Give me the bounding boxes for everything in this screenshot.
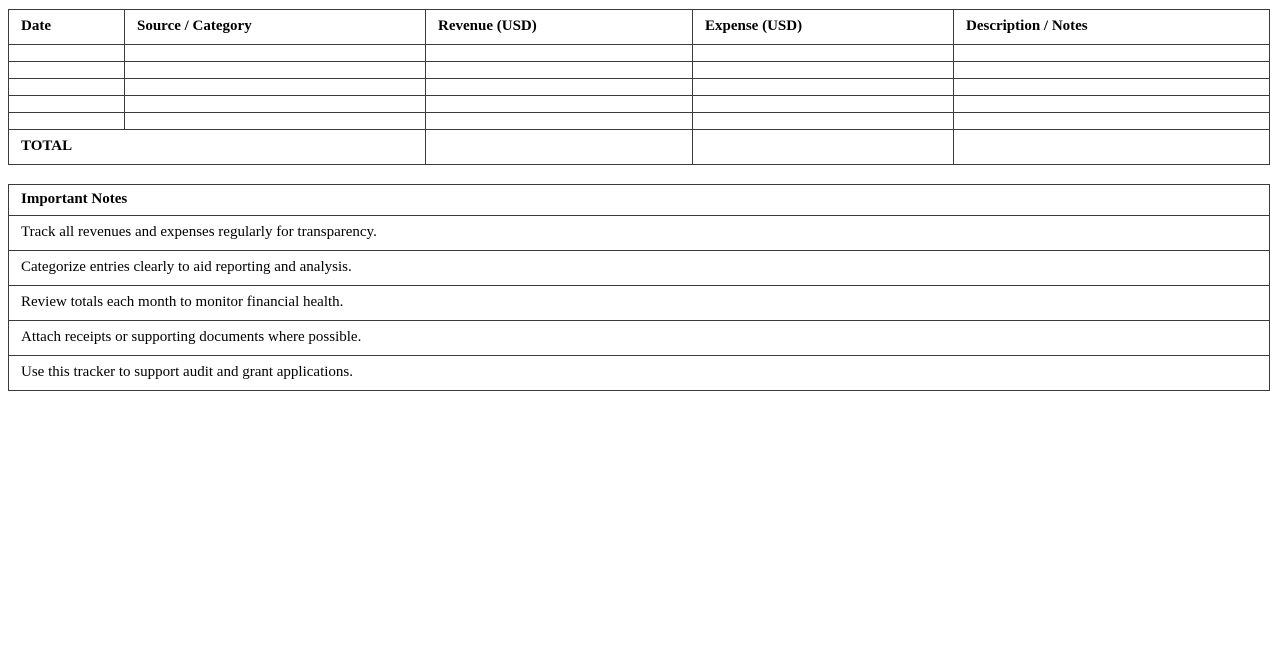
- source-category-cell: [125, 62, 426, 79]
- expense-cell: [693, 45, 954, 62]
- date-cell: [9, 96, 125, 113]
- revenue-cell: [426, 79, 693, 96]
- important-notes-table: [8, 184, 1270, 391]
- expense-cell: [693, 62, 954, 79]
- column-header-expense: Expense (USD): [693, 10, 954, 45]
- description-notes-cell: [954, 62, 1270, 79]
- expense-cell: [693, 96, 954, 113]
- ledger-entry-row: [9, 62, 1270, 79]
- note-row: [9, 321, 1270, 356]
- ledger-entry-row: [9, 45, 1270, 62]
- date-cell: [9, 113, 125, 130]
- source-category-cell: [125, 79, 426, 96]
- source-category-cell: [125, 45, 426, 62]
- total-label-cell: TOTAL: [9, 130, 426, 165]
- note-text: Categorize entries clearly to aid reporting and analysis.: [9, 251, 1270, 286]
- column-header-date: Date: [9, 10, 125, 45]
- description-notes-cell: [954, 113, 1270, 130]
- description-notes-cell: [954, 79, 1270, 96]
- ledger-table: [8, 9, 1270, 165]
- ledger-entry-row: [9, 96, 1270, 113]
- note-text: Track all revenues and expenses regularly for transparency.: [9, 216, 1270, 251]
- revenue-cell: [426, 45, 693, 62]
- revenue-cell: [426, 96, 693, 113]
- note-row: [9, 356, 1270, 391]
- note-row: [9, 286, 1270, 321]
- revenue-cell: [426, 62, 693, 79]
- total-revenue-cell: [426, 130, 693, 165]
- ledger-header-row: [9, 10, 1270, 45]
- column-header-description-notes: Description / Notes: [954, 10, 1270, 45]
- ledger-entry-row: [9, 79, 1270, 96]
- ledger-entry-row: [9, 113, 1270, 130]
- note-text: Review totals each month to monitor financial health.: [9, 286, 1270, 321]
- note-text: Attach receipts or supporting documents where possible.: [9, 321, 1270, 356]
- date-cell: [9, 62, 125, 79]
- column-header-source-category: Source / Category: [125, 10, 426, 45]
- total-description-cell: [954, 130, 1270, 165]
- note-text: Use this tracker to support audit and grant applications.: [9, 356, 1270, 391]
- description-notes-cell: [954, 96, 1270, 113]
- date-cell: [9, 79, 125, 96]
- source-category-cell: [125, 113, 426, 130]
- date-cell: [9, 45, 125, 62]
- notes-header-row: [9, 185, 1270, 216]
- revenue-cell: [426, 113, 693, 130]
- expense-cell: [693, 79, 954, 96]
- ledger-total-row: [9, 130, 1270, 165]
- description-notes-cell: [954, 45, 1270, 62]
- note-row: [9, 216, 1270, 251]
- source-category-cell: [125, 96, 426, 113]
- expense-cell: [693, 113, 954, 130]
- column-header-revenue: Revenue (USD): [426, 10, 693, 45]
- notes-header: Important Notes: [9, 185, 1270, 216]
- note-row: [9, 251, 1270, 286]
- total-expense-cell: [693, 130, 954, 165]
